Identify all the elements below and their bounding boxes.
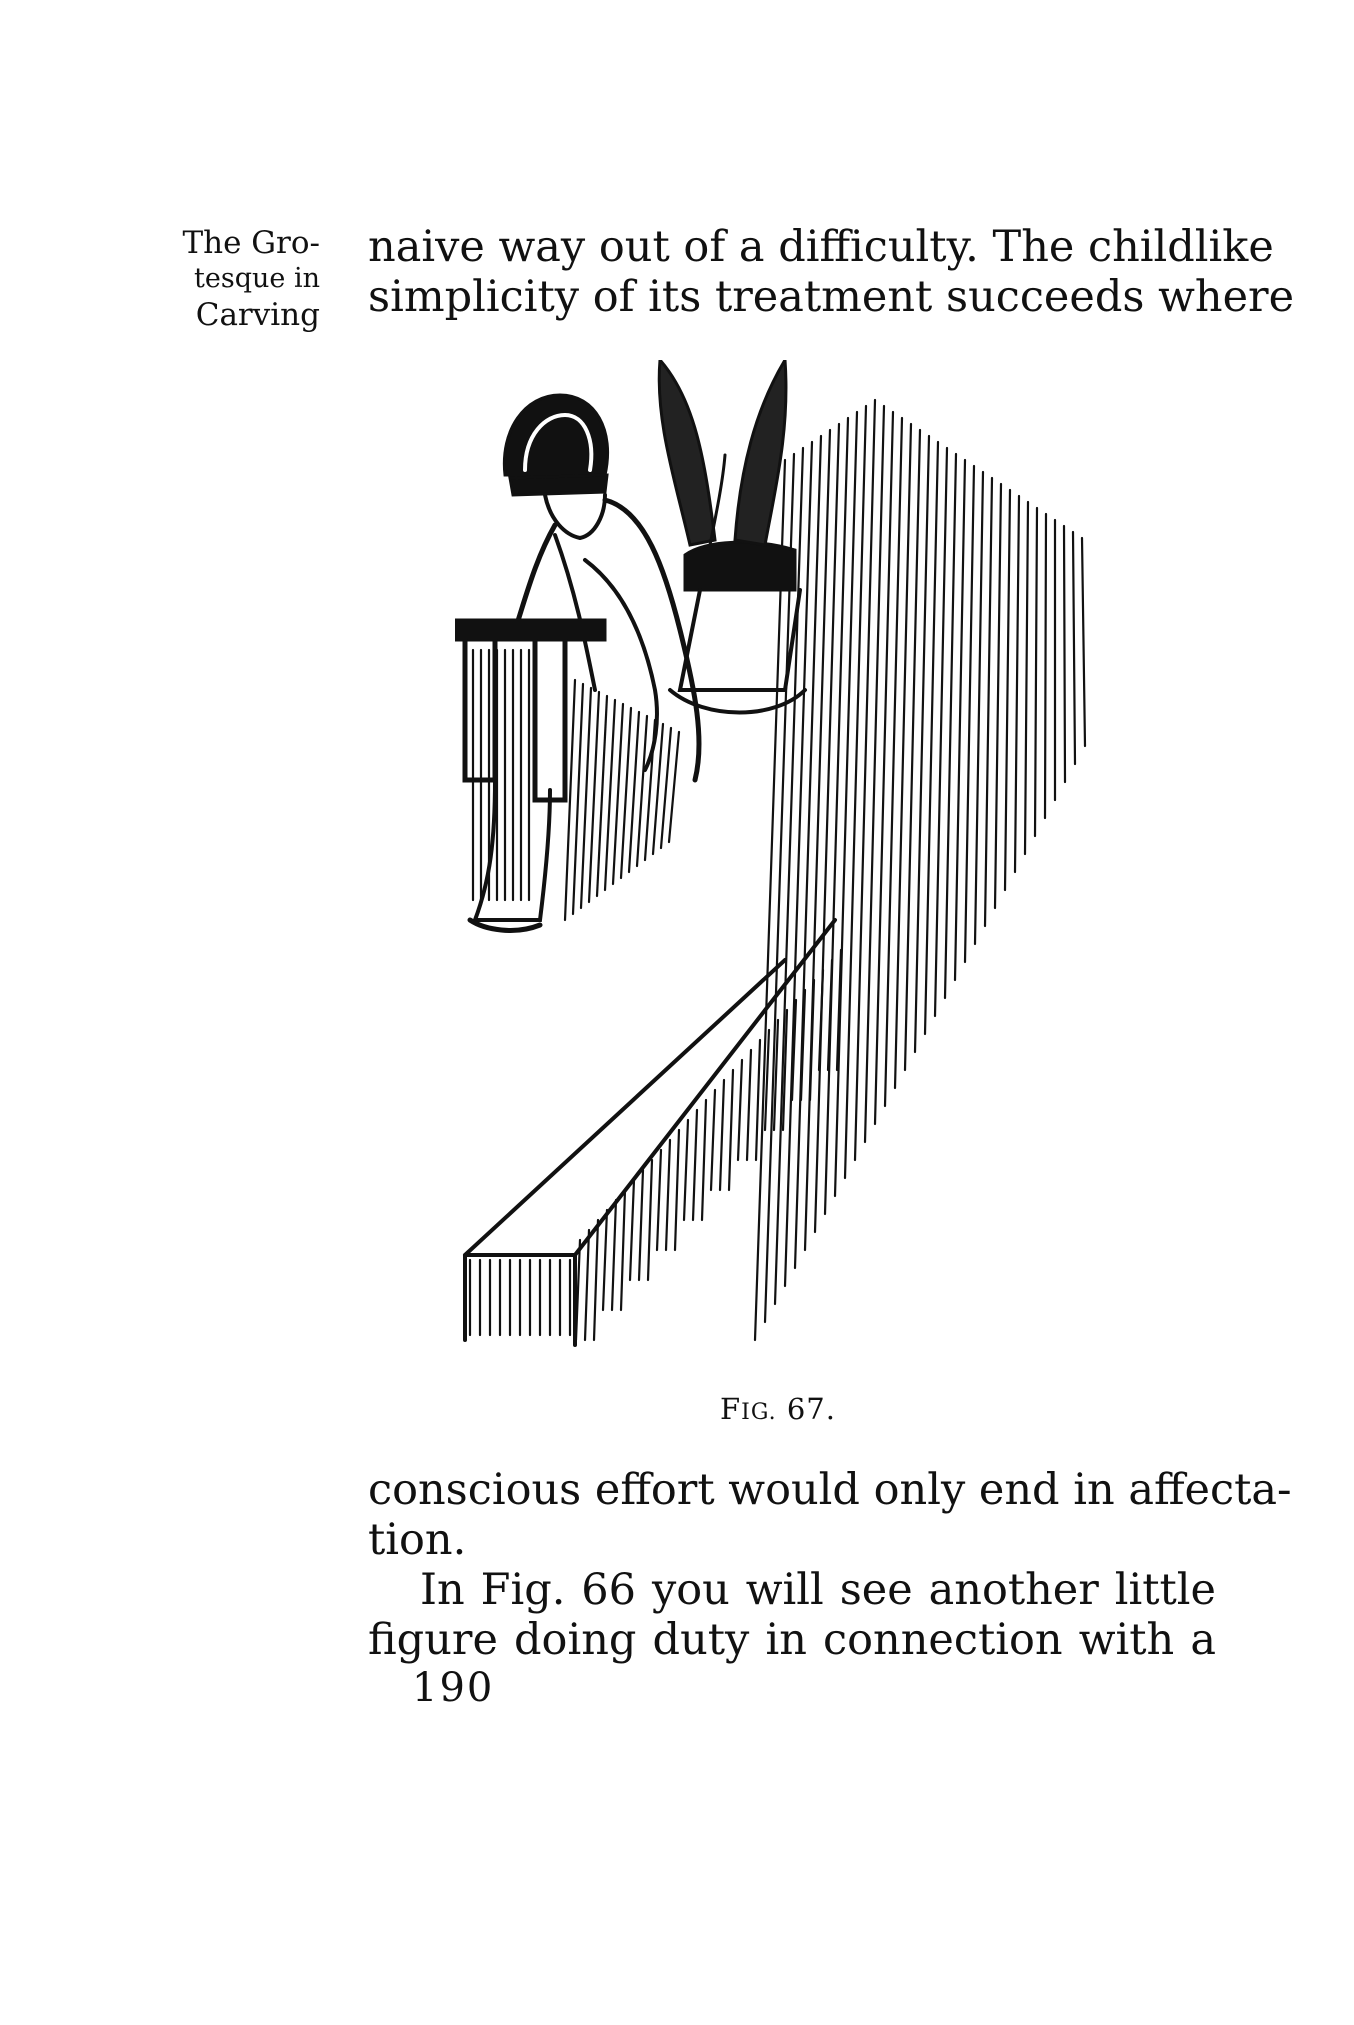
margin-note-line-3: Carving bbox=[195, 297, 320, 333]
caption-prefix: F bbox=[720, 1392, 742, 1426]
body-line: simplicity of its treatment succeeds where bbox=[368, 272, 1295, 322]
caption-number: 67. bbox=[786, 1392, 836, 1426]
woodcut-illustration bbox=[455, 360, 1095, 1375]
margin-note-line-1: The Gro- bbox=[182, 225, 320, 261]
body-line: naive way out of a difficulty. The childlike bbox=[368, 222, 1274, 272]
body-line: figure doing duty in connection with a bbox=[368, 1615, 1216, 1665]
margin-note bbox=[150, 225, 320, 333]
body-line: tion. bbox=[368, 1515, 467, 1565]
margin-note-line-2: tesque in bbox=[194, 263, 320, 294]
body-text-top bbox=[368, 222, 1295, 322]
body-text-bottom bbox=[368, 1465, 1292, 1665]
page-number: 190 bbox=[412, 1665, 495, 1711]
body-line: In Fig. 66 you will see another little bbox=[420, 1565, 1216, 1615]
figure-caption bbox=[720, 1392, 836, 1426]
bishop-figure-drawing bbox=[455, 360, 1095, 1375]
caption-small-caps: IG. bbox=[741, 1400, 777, 1425]
body-line: conscious effort would only end in affecta- bbox=[368, 1465, 1292, 1515]
